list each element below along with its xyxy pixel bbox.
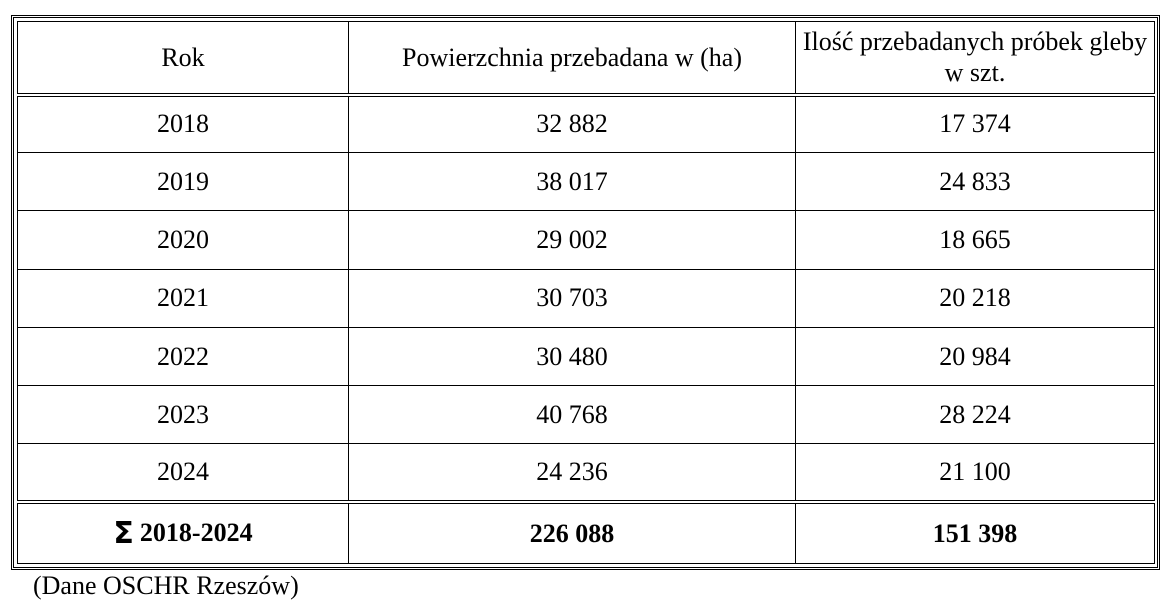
table-row [18, 95, 1155, 153]
table-row [18, 444, 1155, 502]
total-row [18, 502, 1155, 563]
total-label: 2018-2024 [139, 518, 253, 548]
table-row [18, 153, 1155, 211]
table-row [18, 269, 1155, 327]
cell-samples: 20 984 [796, 327, 1155, 385]
header-area: Powierzchnia przebadana w (ha) [349, 22, 796, 95]
table-row [18, 386, 1155, 444]
cell-year: 2022 [18, 327, 349, 385]
cell-area: 24 236 [349, 444, 796, 502]
cell-area: 30 703 [349, 269, 796, 327]
table-frame [11, 15, 1160, 570]
total-label-cell [18, 502, 349, 563]
cell-year: 2024 [18, 444, 349, 502]
table-row [18, 327, 1155, 385]
sum-symbol: Σ [113, 516, 134, 552]
header-year: Rok [18, 22, 349, 95]
cell-area: 30 480 [349, 327, 796, 385]
cell-year: 2023 [18, 386, 349, 444]
cell-samples: 28 224 [796, 386, 1155, 444]
total-samples: 151 398 [796, 502, 1155, 563]
cell-samples: 17 374 [796, 95, 1155, 153]
cell-year: 2021 [18, 269, 349, 327]
cell-area: 32 882 [349, 95, 796, 153]
table-header-row [18, 22, 1155, 95]
cell-samples: 24 833 [796, 153, 1155, 211]
cell-area: 40 768 [349, 386, 796, 444]
cell-area: 38 017 [349, 153, 796, 211]
table-row [18, 211, 1155, 269]
cell-area: 29 002 [349, 211, 796, 269]
cell-year: 2019 [18, 153, 349, 211]
cell-samples: 18 665 [796, 211, 1155, 269]
cell-samples: 21 100 [796, 444, 1155, 502]
cell-year: 2018 [18, 95, 349, 153]
total-area: 226 088 [349, 502, 796, 563]
soil-survey-table [17, 21, 1155, 564]
cell-samples: 20 218 [796, 269, 1155, 327]
cell-year: 2020 [18, 211, 349, 269]
source-note: (Dane OSCHR Rzeszów) [33, 571, 299, 600]
header-samples: Ilość przebadanych próbek gleby w szt. [796, 22, 1155, 95]
